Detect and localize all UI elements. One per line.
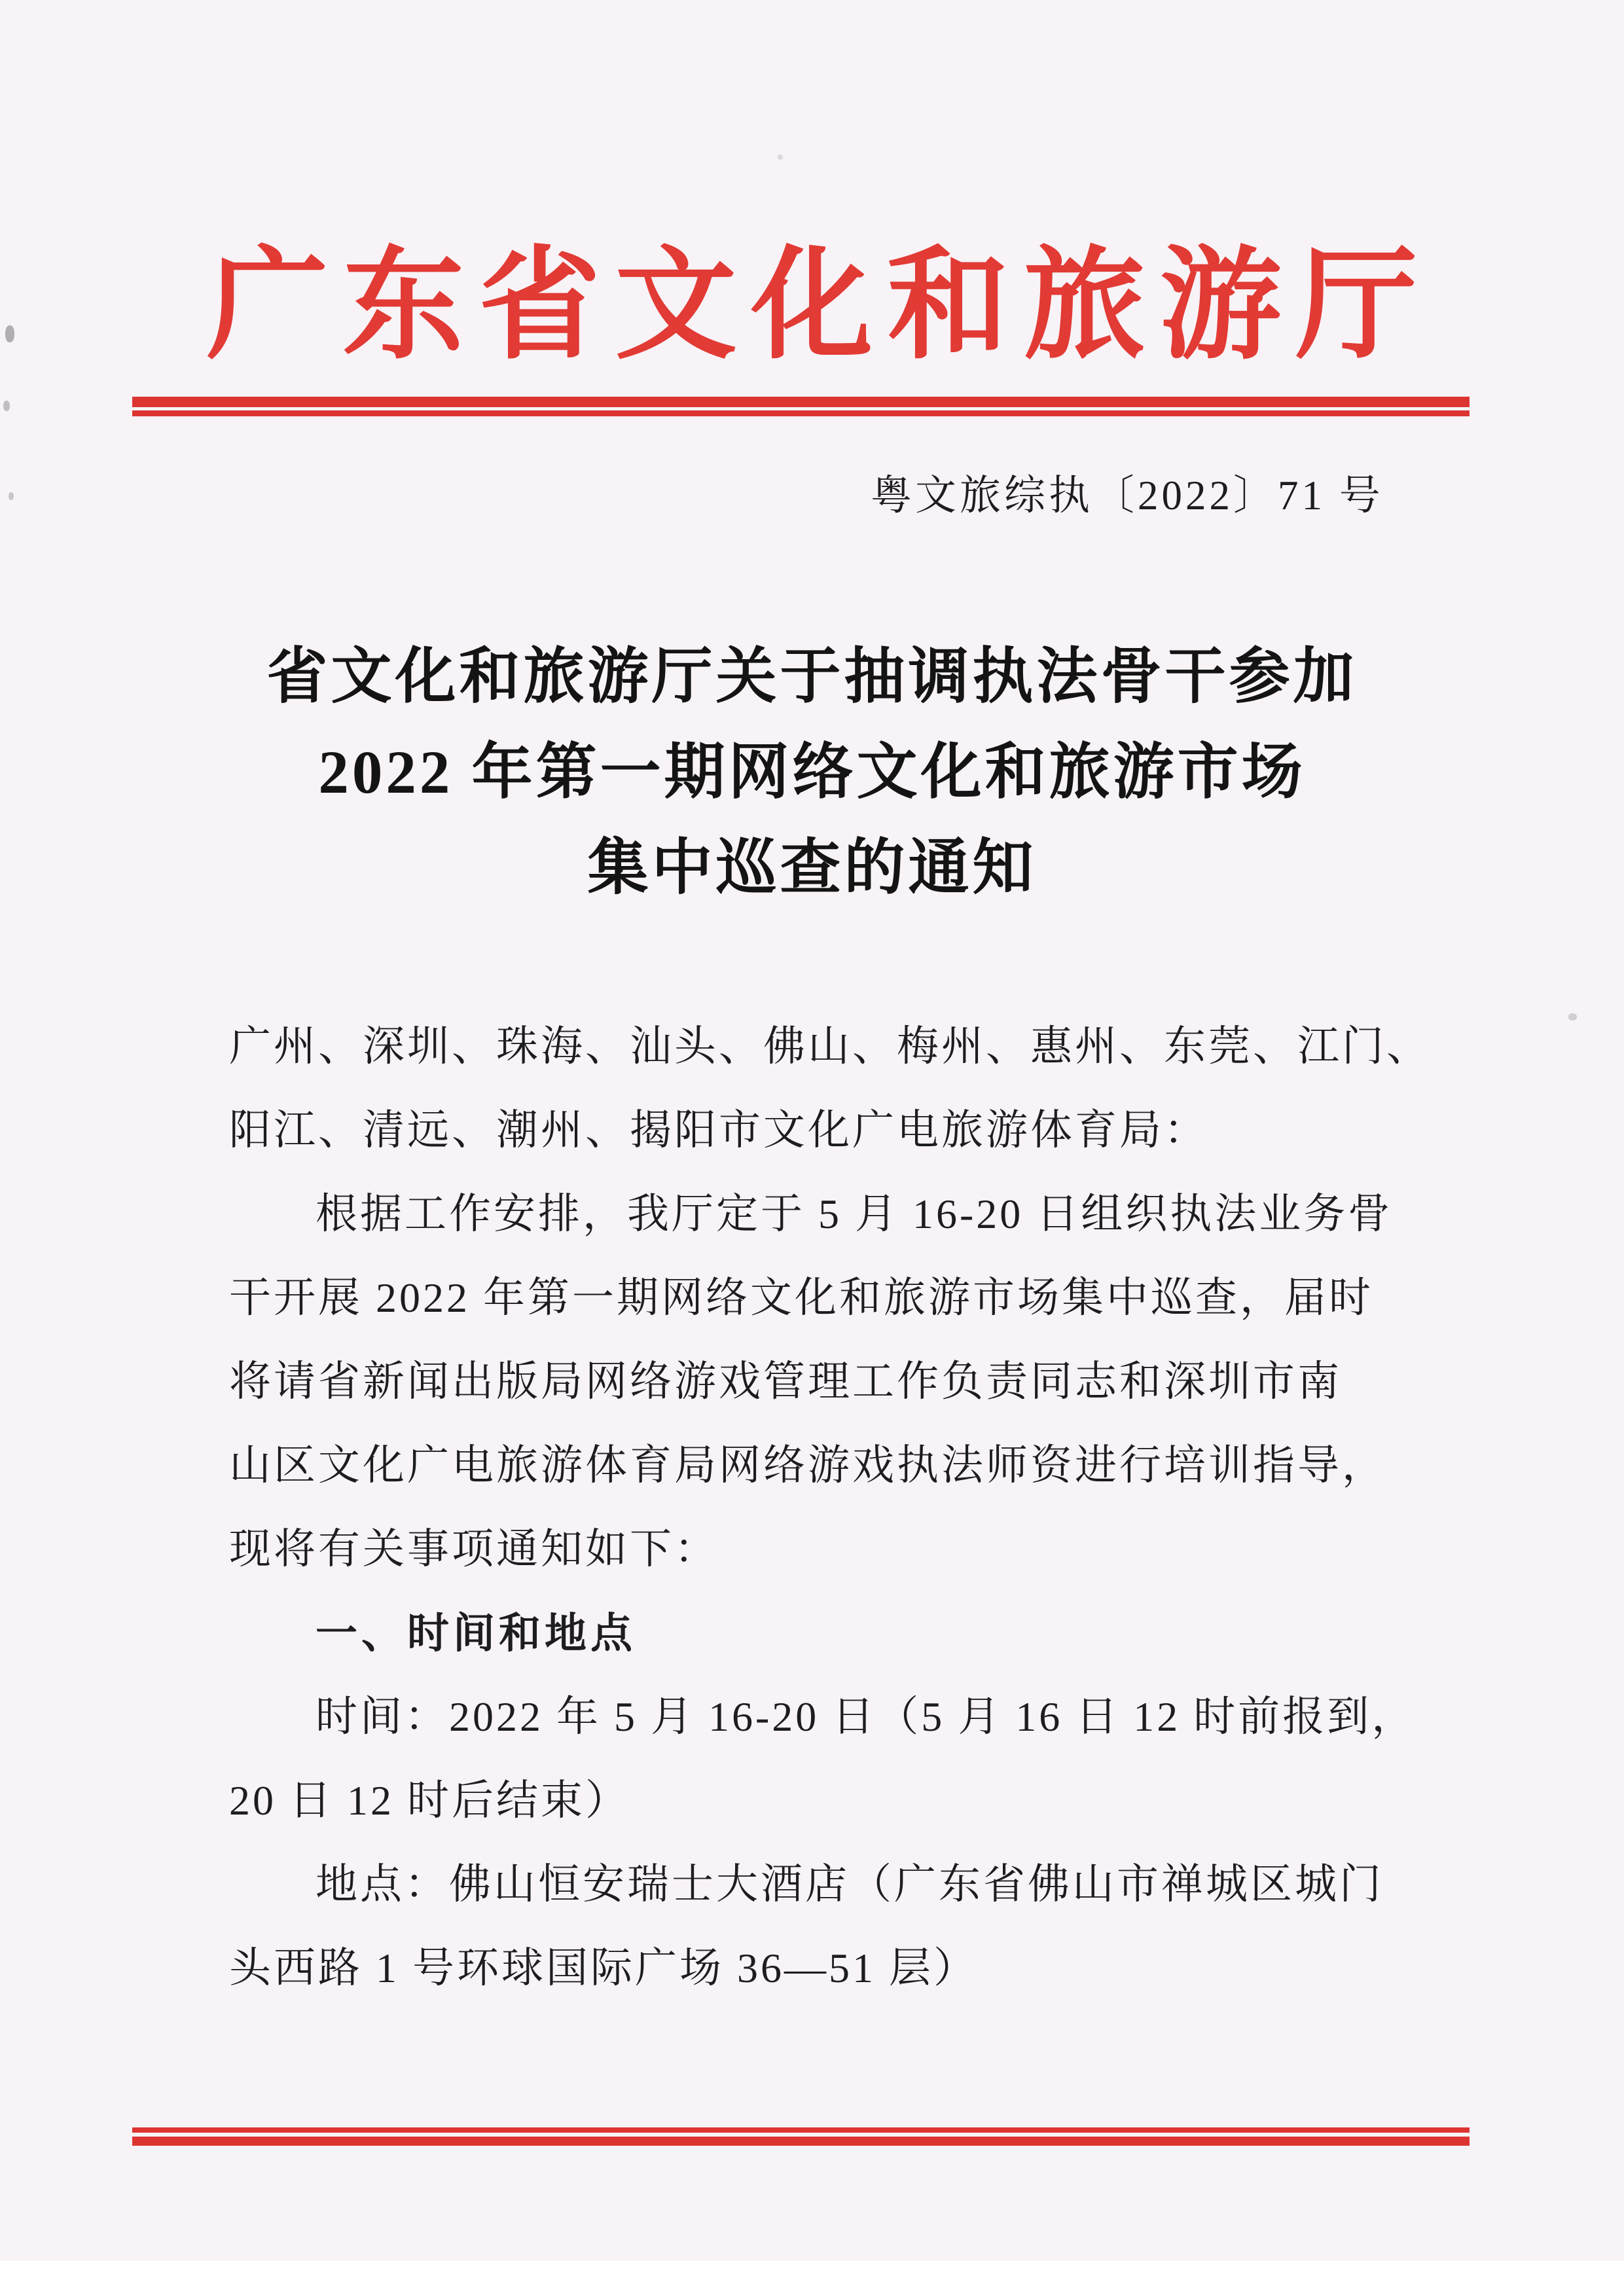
document-body — [229, 1005, 1463, 2010]
section-heading-time-and-place: 一、时间和地点 — [316, 1610, 636, 1657]
footer-separator-thin-line — [132, 2127, 1470, 2133]
letterhead-separator — [132, 397, 1470, 416]
document-title-line-2: 2022 年第一期网络文化和旅游市场 — [318, 739, 1306, 806]
recipients-line: 阳江、清远、潮州、揭阳市文化广电旅游体育局： — [229, 1107, 1208, 1153]
document-reference-number: 粤文旅综执〔2022〕71 号 — [871, 473, 1384, 518]
document-title — [0, 630, 1624, 916]
time-detail-line: 20 日 12 时后结束） — [229, 1777, 630, 1824]
recipients-line: 广州、深圳、珠海、汕头、佛山、梅州、惠州、东莞、江门、 — [229, 1023, 1431, 1070]
document-title-line-1: 省文化和旅游厅关于抽调执法骨干参加 — [266, 643, 1358, 711]
letterhead-separator-thin-line — [132, 410, 1470, 416]
paragraph-line: 根据工作安排，我厅定于 5 月 16-20 日组织执法业务骨 — [316, 1191, 1393, 1237]
scan-artifact — [9, 492, 14, 500]
scan-artifact — [5, 325, 14, 342]
time-detail-line: 时间：2022 年 5 月 16-20 日（5 月 16 日 12 时前报到， — [316, 1693, 1416, 1740]
footer-separator-thick-line — [132, 2137, 1470, 2146]
paragraph-line: 将请省新闻出版局网络游戏管理工作负责同志和深圳市南 — [229, 1358, 1342, 1405]
footer-separator — [132, 2127, 1470, 2146]
paragraph-line: 现将有关事项通知如下： — [229, 1526, 719, 1572]
scanner-edge-strip — [0, 2261, 1624, 2295]
venue-detail-line: 头西路 1 号环球国际广场 36—51 层） — [229, 1945, 978, 1991]
venue-detail-line: 地点：佛山恒安瑞士大酒店（广东省佛山市禅城区城门 — [316, 1861, 1384, 1907]
letterhead-org-name: 广东省文化和旅游厅 — [206, 239, 1432, 374]
scan-artifact — [778, 154, 783, 160]
paragraph-line: 干开展 2022 年第一期网络文化和旅游市场集中巡查，届时 — [229, 1274, 1373, 1321]
letterhead-separator-thick-line — [132, 397, 1470, 407]
scan-artifact — [1568, 1013, 1577, 1021]
scan-artifact — [3, 401, 10, 411]
document-title-line-3: 集中巡查的通知 — [587, 835, 1037, 902]
paragraph-line: 山区文化广电旅游体育局网络游戏执法师资进行培训指导， — [229, 1442, 1386, 1489]
